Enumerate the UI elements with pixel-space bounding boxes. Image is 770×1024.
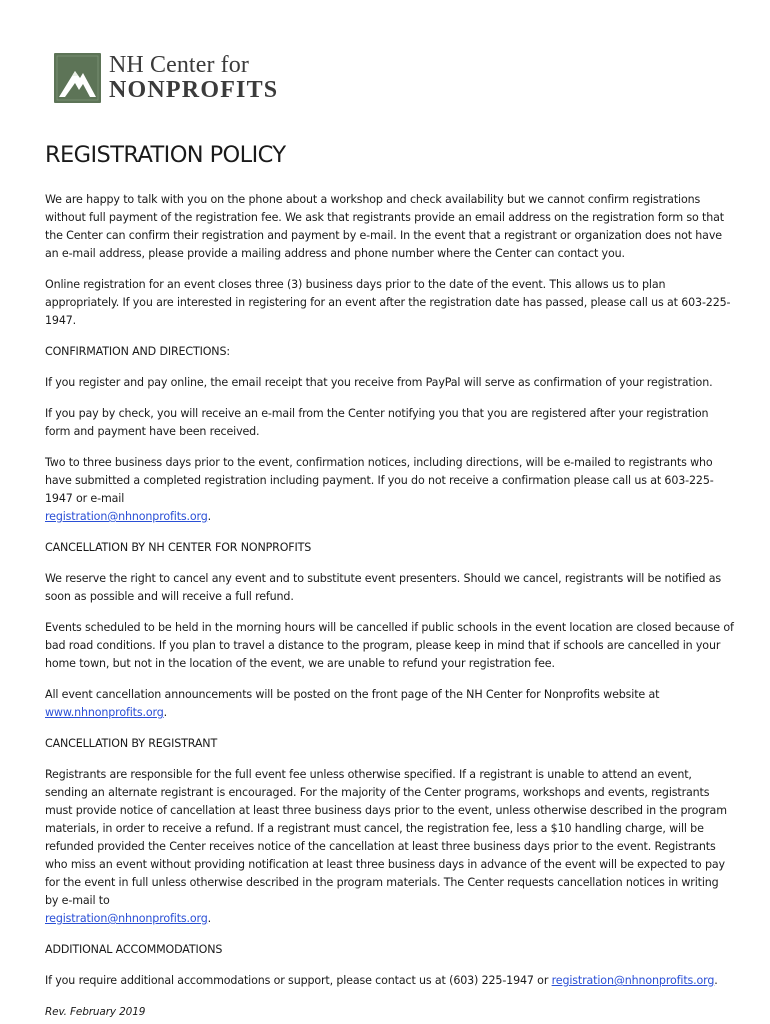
confirmation-paragraph-3-text: Two to three business days prior to the event, confirmation notices, including directions, will be e-mailed to registrants who have submitted a completed registration including payment. If you do not receive a confirmation please call us at 603-225-1947 or e-mail xyxy=(45,456,714,505)
confirmation-paragraph-2: If you pay by check, you will receive an e-mail from the Center notifying you that you are registered after your registration form and payment have been received. xyxy=(45,407,709,438)
cancellation-registrant-paragraph-1-end: . xyxy=(207,912,212,925)
accommodations-paragraph-1-text: If you require additional accommodations or support, please contact us at (603) 225-1947 or xyxy=(45,974,549,987)
confirmation-heading: CONFIRMATION AND DIRECTIONS: xyxy=(45,345,230,358)
cancellation-center-paragraph-3-text: All event cancellation announcements will be posted on the front page of the NH Center for Nonprofits website at xyxy=(45,688,660,701)
policy-body xyxy=(45,191,735,1021)
page-title: REGISTRATION POLICY xyxy=(45,142,286,168)
confirmation-paragraph-1: If you register and pay online, the email receipt that you receive from PayPal will serve as confirmation of your registration. xyxy=(45,376,713,389)
logo-line-1: NH Center for xyxy=(109,51,249,78)
logo-wordmark xyxy=(109,51,279,103)
cancellation-center-heading: CANCELLATION BY NH CENTER FOR NONPROFITS xyxy=(45,541,312,554)
cancellation-center-paragraph-1: We reserve the right to cancel any event and to substitute event presenters. Should we cancel, registrants will be notified as soon as possible and will receive a full refund. xyxy=(45,572,722,603)
accommodations-heading: ADDITIONAL ACCOMMODATIONS xyxy=(45,943,223,956)
confirmation-paragraph-3 xyxy=(45,454,735,526)
cancellation-registrant-heading: CANCELLATION BY REGISTRANT xyxy=(45,737,218,750)
accommodations-paragraph-1-end: . xyxy=(714,974,718,987)
cancellation-center-paragraph-3 xyxy=(45,686,735,722)
registration-email-link[interactable]: registration@nhnonprofits.org xyxy=(45,510,208,523)
cancellation-registrant-paragraph-1-text: Registrants are responsible for the full event fee unless otherwise specified. If a registrant is unable to attend an event, sending an alternate registrant is encouraged. For the majority of the Center programs, workshops and events, registrants must provide notice of cancellation at least three business days prior to the event, unless otherwise described in the program materials, in order to receive a refund. If a registrant must cancel, the registration fee, less a $10 handling charge, will be refunded provided the Center receives notice of the cancellation at least three business days prior to the event. Registrants who miss an event without providing notification at least three business days in advance of the event will be expected to pay for the event in full unless otherwise described in the program materials. The Center requests cancellation notices in writing by e-mail to xyxy=(45,768,727,907)
confirmation-paragraph-3-end: . xyxy=(207,510,212,523)
mountain-logo-icon xyxy=(54,53,101,103)
registration-email-link[interactable]: registration@nhnonprofits.org xyxy=(551,974,715,987)
cancellation-center-paragraph-3-end: . xyxy=(163,706,168,719)
registration-email-link[interactable]: registration@nhnonprofits.org xyxy=(45,912,208,925)
intro-paragraph-1: We are happy to talk with you on the phone about a workshop and check availability but we cannot confirm registrations without full payment of the registration fee. We ask that registrants provide an email address on the registration form so that the Center can confirm their registration and payment by e-mail. In the event that a registrant or organization does not have an e-mail address, please provide a mailing address and phone number where the Center can contact you. xyxy=(45,193,724,260)
cancellation-center-paragraph-2: Events scheduled to be held in the morning hours will be cancelled if public schools in the event location are closed because of bad road conditions. If you plan to travel a distance to the program, please keep in mind that if schools are cancelled in your home town, but not in the location of the event, we are unable to refund your registration fee. xyxy=(45,621,734,670)
organization-logo[interactable] xyxy=(54,51,278,105)
cancellation-registrant-paragraph-1 xyxy=(45,766,735,928)
intro-paragraph-2: Online registration for an event closes three (3) business days prior to the date of the event. This allows us to plan appropriately. If you are interested in registering for an event after the registration date has passed, please call us at 603-225-1947. xyxy=(45,278,731,327)
logo-line-2: NONPROFITS xyxy=(109,76,279,103)
revision-date: Rev. February 2019 xyxy=(45,1006,146,1018)
accommodations-paragraph-1 xyxy=(45,972,735,990)
website-link[interactable]: www.nhnonprofits.org xyxy=(45,706,164,719)
